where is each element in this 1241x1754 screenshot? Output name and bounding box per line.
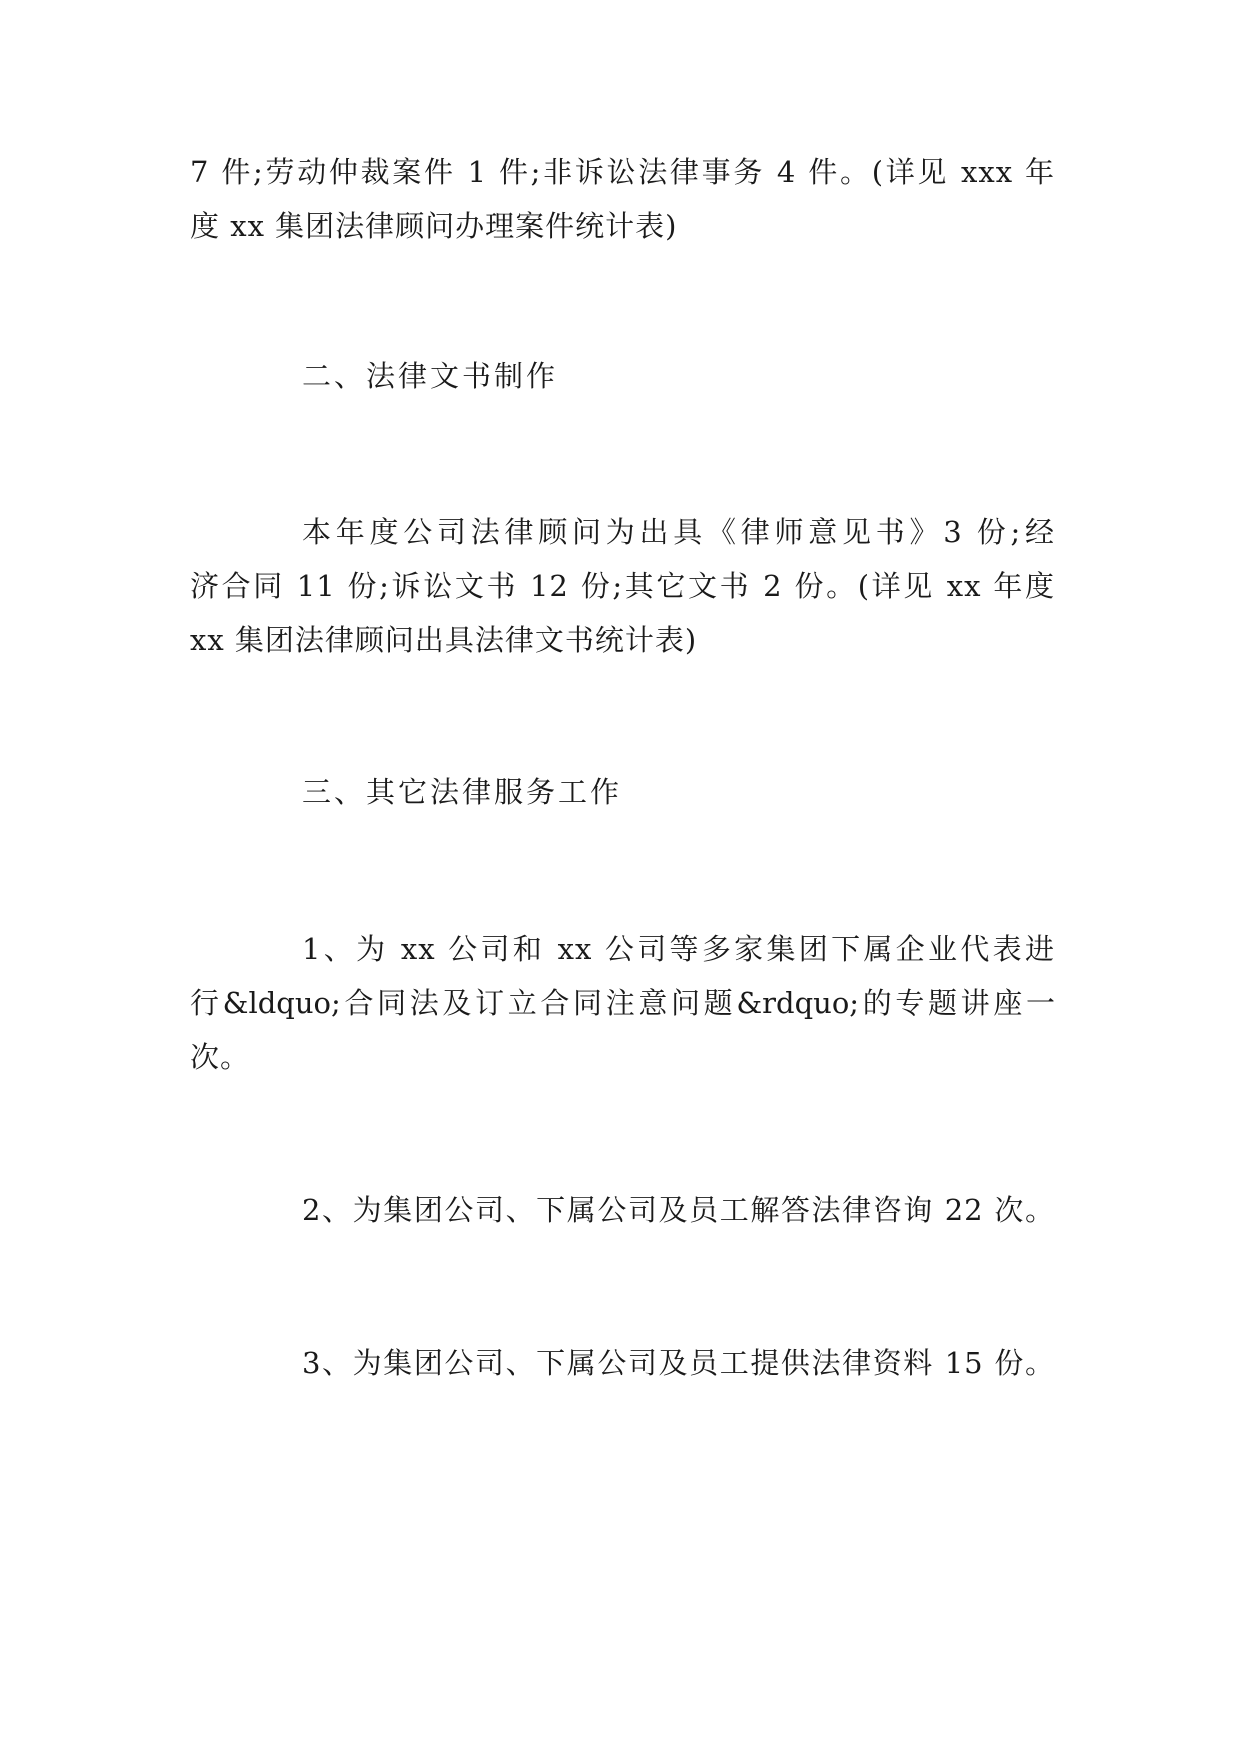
- paragraph-legal-documents: [190, 505, 1055, 667]
- paragraph-line: 2、为集团公司、下属公司及员工解答法律咨询 22 次。: [302, 1193, 1055, 1227]
- paragraph-line: 7 件;劳动仲裁案件 1 件;非诉讼法律事务 4 件。(详见 xxx 年: [190, 155, 1055, 189]
- paragraph-line: 本年度公司法律顾问为出具《律师意见书》3 份;经: [302, 515, 1055, 549]
- section-heading-legal-documents: 二、法律文书制作: [302, 359, 559, 393]
- paragraph-legal-materials: [190, 1336, 1055, 1390]
- paragraph-line: xx 集团法律顾问出具法律文书统计表): [190, 623, 698, 657]
- paragraph-line: 济合同 11 份;诉讼文书 12 份;其它文书 2 份。(详见 xx 年度: [190, 569, 1055, 603]
- paragraph-case-summary: [190, 145, 1055, 253]
- paragraph-lecture: [190, 922, 1055, 1084]
- section-heading-other-services: 三、其它法律服务工作: [302, 775, 623, 809]
- paragraph-line: 行&ldquo;合同法及订立合同注意问题&rdquo;的专题讲座一: [190, 986, 1055, 1020]
- paragraph-line: 3、为集团公司、下属公司及员工提供法律资料 15 份。: [302, 1346, 1055, 1380]
- paragraph-line: 度 xx 集团法律顾问办理案件统计表): [190, 209, 678, 243]
- paragraph-legal-consultation: [190, 1183, 1055, 1237]
- paragraph-line: 次。: [190, 1040, 251, 1074]
- paragraph-line: 1、为 xx 公司和 xx 公司等多家集团下属企业代表进: [302, 932, 1055, 966]
